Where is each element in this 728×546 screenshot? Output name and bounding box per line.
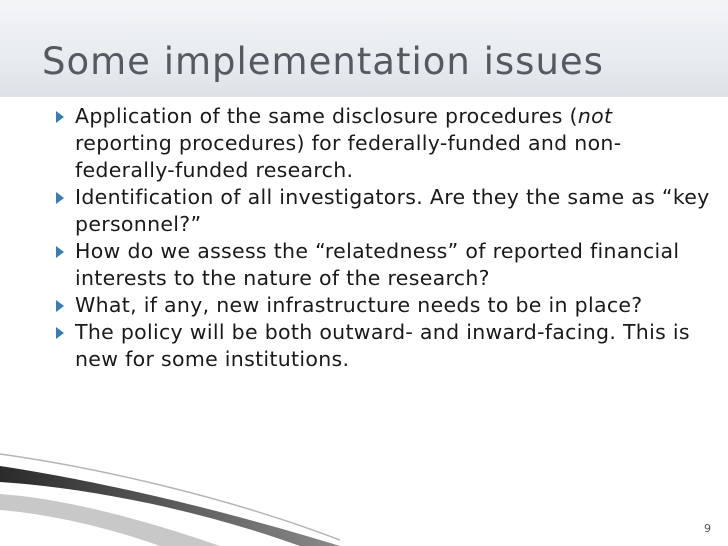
bullet-text: What, if any, new infrastructure needs to be in place?: [75, 293, 643, 317]
bullet-text-part: reporting procedures) for federally-funded and non-federally-funded research.: [75, 131, 622, 182]
bullet-text: [75, 104, 621, 182]
bullet-text: How do we assess the “relatedness” of reported financial interests to the nature of the research?: [75, 239, 680, 290]
triangle-bullet-icon: [56, 111, 64, 123]
page-number: 9: [704, 522, 711, 535]
bullet-list: [50, 103, 710, 373]
bullet-item: [50, 238, 710, 292]
bullet-text-part: Application of the same disclosure procedures (: [75, 104, 578, 128]
decorative-wave: [0, 448, 340, 546]
bullet-text: Identification of all investigators. Are they the same as “key personnel?”: [75, 185, 710, 236]
title-bar: [0, 0, 728, 97]
triangle-bullet-icon: [56, 327, 64, 339]
triangle-bullet-icon: [56, 192, 64, 204]
bullet-text: The policy will be both outward- and inward-facing. This is new for some institutions.: [75, 320, 690, 371]
bullet-item: [50, 319, 710, 373]
bullet-item: [50, 184, 710, 238]
bullet-item: [50, 292, 710, 319]
bullet-item: [50, 103, 710, 184]
slide-title: Some implementation issues: [42, 40, 604, 83]
triangle-bullet-icon: [56, 246, 64, 258]
bullet-text-italic: not: [577, 104, 613, 128]
triangle-bullet-icon: [56, 300, 64, 312]
